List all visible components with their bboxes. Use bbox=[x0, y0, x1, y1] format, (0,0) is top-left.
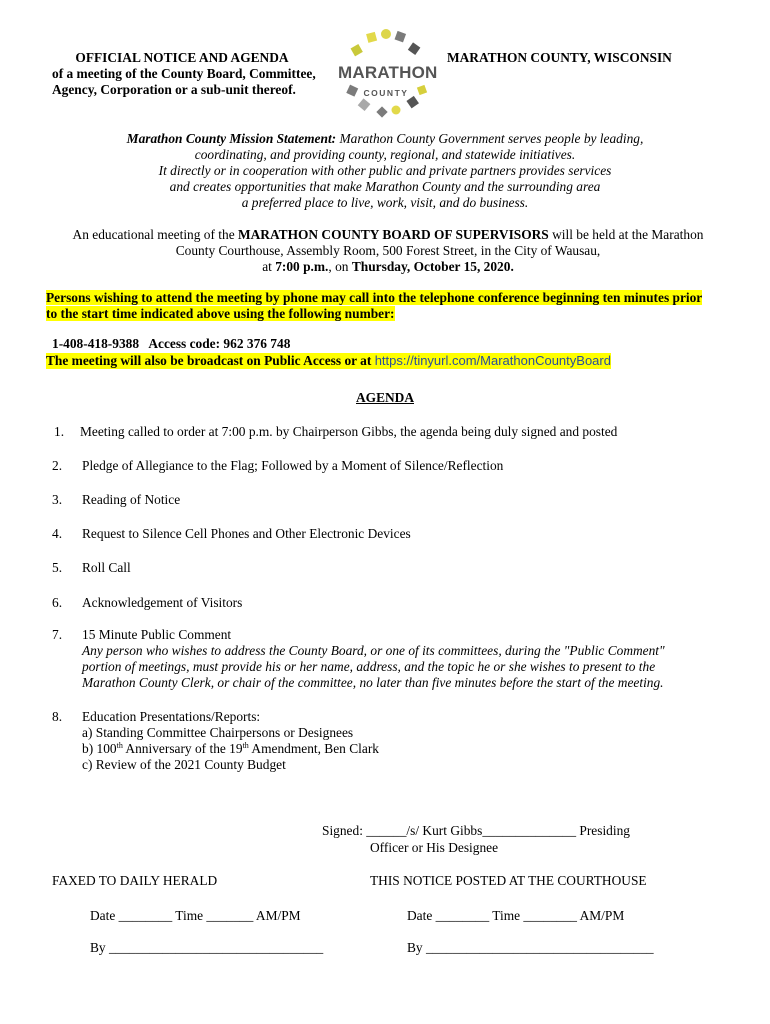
agenda-item-text: Education Presentations/Reports: bbox=[82, 709, 261, 724]
sub-item-c: c) Review of the 2021 County Budget bbox=[82, 757, 286, 772]
sub-item-b-text-1: b) 100 bbox=[82, 741, 117, 756]
agenda-item-number: 7. bbox=[52, 627, 63, 642]
public-comment-note-line3: Marathon County Clerk, or chair of the committee, no later than five minutes before the start of the meeting. bbox=[82, 675, 664, 690]
faxed-date-time-field: Date ________ Time _______ AM/PM bbox=[90, 908, 301, 923]
signature-title: Officer or His Designee bbox=[370, 840, 499, 855]
notice-subtitle-line1: of a meeting of the County Board, Committee, bbox=[52, 66, 316, 81]
mission-line2: coordinating, and providing county, regional, and statewide initiatives. bbox=[194, 147, 576, 162]
public-comment-note-line2: portion of meetings, must provide his or her name, address, and the topic he or she wishes to present to the bbox=[82, 659, 656, 674]
agenda-item-number: 5. bbox=[52, 560, 63, 575]
mission-line4: and creates opportunities that make Marathon County and the surrounding area bbox=[169, 179, 601, 194]
phone-attendance-notice bbox=[46, 290, 736, 322]
sub-item-b-text-3: Amendment, Ben Clark bbox=[248, 741, 379, 756]
broadcast-text: The meeting will also be broadcast on Public Access or at bbox=[46, 353, 375, 368]
signature-line: Signed: ______/s/ Kurt Gibbs______________ Presiding bbox=[322, 823, 630, 838]
logo-wordmark: MARATHON bbox=[338, 63, 438, 82]
mission-line5: a preferred place to live, work, visit, and do business. bbox=[241, 195, 529, 210]
board-name: MARATHON COUNTY BOARD OF SUPERVISORS bbox=[238, 227, 549, 242]
faxed-by-field: By ________________________________ bbox=[90, 940, 324, 955]
intro-text: An educational meeting of the bbox=[72, 227, 238, 242]
sub-item-b bbox=[82, 741, 722, 757]
mission-line3: It directly or in cooperation with other public and private partners provides services bbox=[158, 163, 612, 178]
broadcast-link[interactable]: https://tinyurl.com/MarathonCountyBoard bbox=[374, 353, 611, 368]
agenda-item-text: Meeting called to order at 7:00 p.m. by Chairperson Gibbs, the agenda being duly signed and posted bbox=[80, 424, 618, 439]
meeting-date: Thursday, October 15, 2020. bbox=[351, 259, 514, 274]
agenda-item-text: Reading of Notice bbox=[82, 492, 181, 507]
marathon-county-logo bbox=[338, 24, 438, 120]
logo-subtext: COUNTY bbox=[363, 88, 409, 98]
phone-number-access-code: 1-408-418-9388 Access code: 962 376 748 bbox=[52, 336, 291, 351]
notice-subtitle-line2: Agency, Corporation or a sub-unit thereof. bbox=[52, 82, 296, 97]
agenda-item-number: 6. bbox=[52, 595, 63, 610]
mission-label: Marathon County Mission Statement: bbox=[126, 131, 337, 146]
agenda-item-number: 4. bbox=[52, 526, 63, 541]
agenda-item-number: 2. bbox=[52, 458, 63, 473]
ordinal-superscript: th bbox=[116, 741, 123, 750]
agenda-heading: AGENDA bbox=[355, 390, 415, 405]
intro-text-2: will be held at the Marathon bbox=[548, 227, 704, 242]
ordinal-superscript: th bbox=[242, 741, 249, 750]
sub-item-a: a) Standing Committee Chairpersons or Designees bbox=[82, 725, 354, 740]
agenda-item-number: 8. bbox=[52, 709, 63, 724]
phone-notice-line1: Persons wishing to attend the meeting by phone may call into the telephone conference beginning ten minutes prior bbox=[46, 290, 703, 305]
phone-notice-line2: to the start time indicated above using the following number: bbox=[46, 306, 395, 321]
posted-by-field: By __________________________________ bbox=[407, 940, 654, 955]
intro-text-4: , on bbox=[328, 259, 352, 274]
meeting-time: 7:00 p.m. bbox=[275, 259, 329, 274]
county-state-title: MARATHON COUNTY, WISCONSIN bbox=[447, 50, 672, 65]
agenda-item-text: Request to Silence Cell Phones and Other Electronic Devices bbox=[82, 526, 411, 541]
intro-text-3: at bbox=[262, 259, 276, 274]
public-comment-note-line1: Any person who wishes to address the County Board, or one of its committees, during the "Public Comment" bbox=[82, 643, 665, 658]
notice-title: OFFICIAL NOTICE AND AGENDA bbox=[75, 50, 289, 65]
agenda-item-number: 1. bbox=[54, 424, 65, 439]
meeting-announcement bbox=[48, 227, 728, 275]
posted-date-time-field: Date ________ Time ________ AM/PM bbox=[407, 908, 625, 923]
faxed-label: FAXED TO DAILY HERALD bbox=[52, 873, 218, 888]
agenda-item-text: Roll Call bbox=[82, 560, 131, 575]
notice-title-block bbox=[52, 50, 342, 98]
agenda-item-text: 15 Minute Public Comment bbox=[82, 627, 232, 642]
sub-item-b-text-2: Anniversary of the 19 bbox=[122, 741, 243, 756]
mission-line1: Marathon County Government serves people by leading, bbox=[336, 131, 644, 146]
agenda-item-text: Pledge of Allegiance to the Flag; Followed by a Moment of Silence/Reflection bbox=[82, 458, 504, 473]
agenda-item-number: 3. bbox=[52, 492, 63, 507]
posted-label: THIS NOTICE POSTED AT THE COURTHOUSE bbox=[370, 873, 647, 888]
agenda-item-text: Acknowledgement of Visitors bbox=[82, 595, 243, 610]
mission-statement bbox=[60, 131, 710, 211]
broadcast-notice bbox=[46, 353, 611, 369]
meeting-location: County Courthouse, Assembly Room, 500 Forest Street, in the City of Wausau, bbox=[175, 243, 601, 258]
